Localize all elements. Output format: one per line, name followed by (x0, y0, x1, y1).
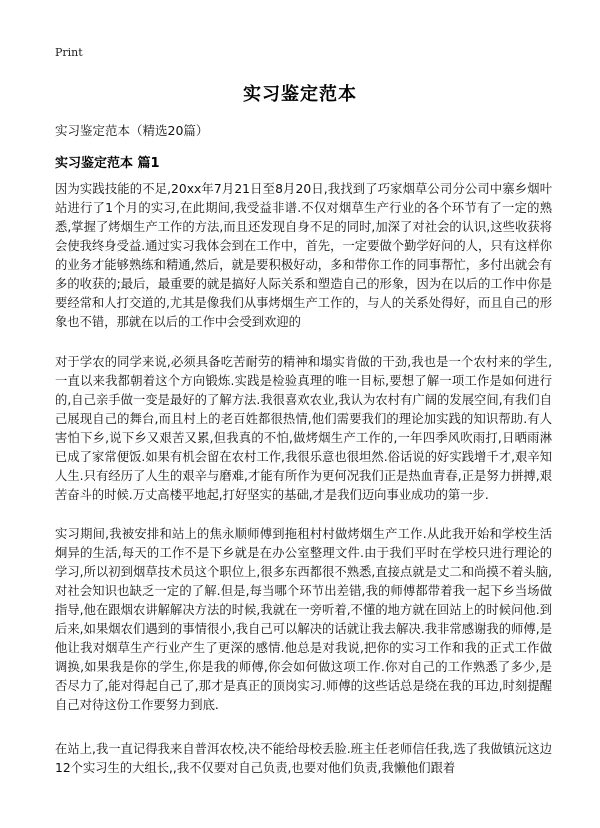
section-heading: 实习鉴定范本 篇1 (55, 156, 160, 171)
print-label[interactable]: Print (55, 46, 83, 59)
paragraph-4: 在站上,我一直记得我来自普洱农校,决不能给母校丢脸.班主任老师信任我,选了我做镇沅这边12个实习生的大组长,,我不仅要对自己负责,也要对他们负责,我懒他们跟着 (55, 742, 552, 775)
paragraph-3: 实习期间,我被安排和站上的焦永顺师傅到拖租村村做烤烟生产工作.从此我开始和学校生活炯异的生活,每天的工作不是下乡就是在办公室整理文件.由于我们平时在学校只进行理论的学习,所以初到烟草技术员这个职位上,很多东西都很不熟悉,直接点就是丈二和尚摸不着头脑,对社会知识也缺乏一定的了解.但是,每当哪个环节出差错,我的师傅都带着我一起下乡当场做指导,他在跟烟农讲解解决方法的时候,我就在一旁听着,不懂的地方就在回站上的时候问他.到后来,如果烟农们遇到的事情很小,我自己可以解决的话就让我去解决.我非常感谢我的师傅,是他让我对烟草生产行业产生了更深的感情.他总是对我说,把你的实习工作和我的正式工作做调换,如果我是你的学生,你是我的师傅,你会如何做这项工作.你对自己的工作熟悉了多少,是否尽力了,能对得起自己了,那才是真正的顶岗实习.师傅的这些话总是绕在我的耳边,时刻提醒自己对待这份工作要努力到底. (55, 527, 552, 712)
paragraph-2: 对于学农的同学来说,必须具备吃苦耐劳的精神和塌实肯做的干劲,我也是一个农村来的学生,一直以来我都朝着这个方向锻炼.实践是检验真理的唯一目标,要想了解一项工作是如何进行的,自己亲手做一变是最好的了解方法.我很喜欢农业,我认为农村有广阔的发展空间,有我们自己展现自己的舞台,而且村上的老百姓都很热情,他们需要我们的理论加实践的知识帮助.有人害怕下乡,说下乡又艰苦又累,但我真的不怕,做烤烟生产工作的,一年四季风吹雨打,日晒雨淋已成了家常便饭.如果有机会留在农村工作,我很乐意也很坦然.俗话说的好实践增千才,艰辛知人生.只有经历了人生的艰辛与磨难,才能有所作为更何况我们正是热血青春,正是努力拼搏,艰苦奋斗的时候.万丈高楼平地起,打好坚实的基础,才是我们迈向事业成功的第一步. (55, 355, 552, 502)
document-title: 实习鉴定范本 (243, 84, 357, 105)
paragraph-1: 因为实践技能的不足,20xx年7月21日至8月20日,我找到了巧家烟草公司分公司中寨乡烟叶站进行了1个月的实习,在此期间,我受益非谱.不仅对烟草生产行业的各个环节有了一定的熟悉,掌握了烤烟生产工作的方法,而且还发现自身不足的同时,加深了对社会的认识,这些收获将会使我终身受益.通过实习我体会到在工作中，首先，一定要做个勤学好问的人，只有这样你的业务才能够熟练和精通,然后，就是要积极好动，多和带你工作的同事帮忙，多付出就会有多的收获的;最后，最重要的就是搞好人际关系和塑造自己的形象，因为在以后的工作中你是要经常和人打交道的,尤其是像我们从事烤烟生产工作的，与人的关系处得好，而且自己的形象也不错，那就在以后的工作中会受到欢迎的 (55, 182, 552, 329)
document-subtitle: 实习鉴定范本（精选20篇） (55, 123, 209, 138)
